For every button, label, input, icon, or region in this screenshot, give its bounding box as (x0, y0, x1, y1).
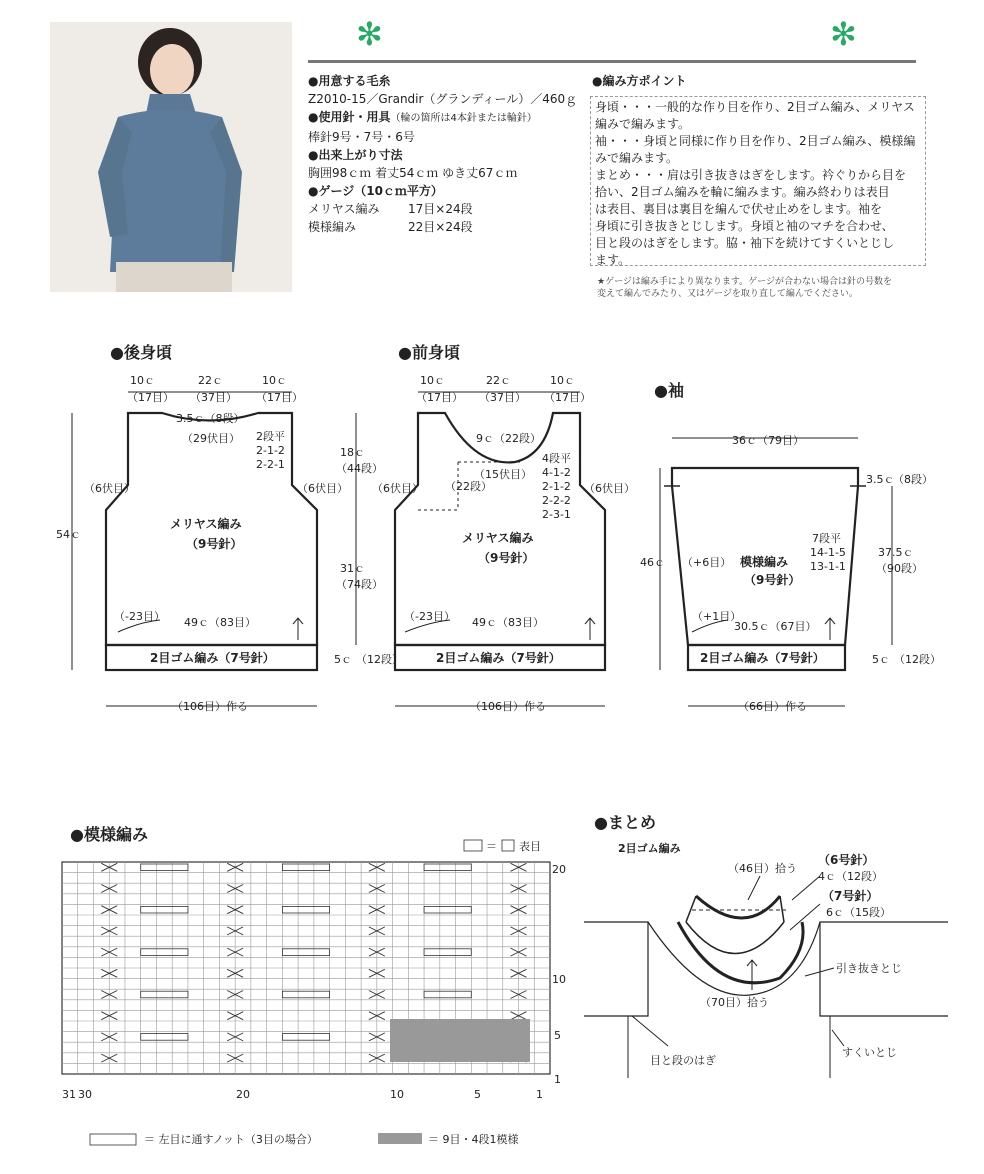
back-top-mid-st: （37目） (190, 391, 237, 404)
sleeve-labels (640, 381, 941, 713)
back-length: 54ｃ (56, 528, 81, 541)
back-top-left-st: （17目） (127, 391, 174, 404)
front-top-mid-cm: 22ｃ (486, 374, 511, 387)
finish-seam-mattress: すくいとじ (842, 1046, 897, 1059)
finish-title: ●まとめ (594, 813, 656, 832)
sleeve-rib-rows: （12段） (894, 653, 941, 666)
front-side-rows: （22段） (445, 480, 492, 493)
front-neck-bind: （15伏目） (474, 468, 532, 481)
flower-icon-left: ✻ (356, 15, 383, 53)
finish-rib-6: 4ｃ（12段） (818, 870, 883, 883)
sleeve-body-rows: （90段） (876, 562, 923, 575)
front-dec-5: 2-3-1 (542, 508, 571, 521)
front-top-left-cm: 10ｃ (420, 374, 445, 387)
knot-symbol (141, 864, 188, 871)
knot-symbol (282, 864, 329, 871)
row-label-10: 10 (552, 973, 566, 986)
knot-symbol (141, 991, 188, 998)
front-rib-rows: （12段） (356, 653, 403, 666)
points-line: 袖・・・身頃と同様に作り目を作り、2目ゴム編み、模様編 (595, 134, 916, 148)
gauge-title: ●ゲージ（10ｃｍ平方） (308, 184, 443, 198)
col-label-1: 1 (536, 1088, 543, 1101)
front-arm-left: （6伏目） (372, 482, 423, 495)
sleeve-inc-marker: （+1目） (692, 610, 742, 623)
sleeve-cap-cm: 3.5ｃ (866, 473, 895, 486)
col-label-20: 20 (236, 1088, 250, 1101)
knot-symbol (141, 1034, 188, 1041)
front-dec-1: 4段平 (542, 452, 571, 465)
front-lower-cm: 31ｃ (340, 562, 365, 575)
needle-note: （輪の箇所は4本針または輪針） (390, 113, 537, 124)
finish-seam-graft: 目と段のはぎ (650, 1054, 716, 1067)
sleeve-stitch: 模様編み (740, 555, 789, 569)
back-top-right-cm: 10ｃ (262, 374, 287, 387)
col-label-5: 5 (474, 1088, 481, 1101)
back-arm-right: （6伏目） (297, 482, 348, 495)
front-dec-marker: （-23目） (404, 610, 455, 623)
finish-seam-slip: 引き抜きとじ (836, 962, 902, 975)
points-line: は表目、裏目は裏目を編んで伏せ止めをします。袖を (595, 202, 883, 216)
row-label-1: 1 (554, 1073, 561, 1086)
points-title: ●編み方ポイント (592, 74, 687, 88)
needle-line: 棒針9号・7号・6号 (308, 130, 415, 144)
front-title: ●前身頃 (398, 343, 460, 362)
front-top-right-st: （17目） (544, 391, 591, 404)
points-line: みで編みます。 (595, 151, 679, 165)
knot-symbol (424, 991, 471, 998)
sleeve-ribbing: 2目ゴム編み（7号針） (700, 651, 825, 665)
knot-symbol (141, 906, 188, 913)
points-line: 身頃・・・一般的な作り目を作り、2目ゴム編み、メリヤス (595, 100, 915, 114)
knot-symbol (424, 864, 471, 871)
sleeve-body-cm: 37.5ｃ (878, 546, 914, 559)
front-width: 49ｃ（83目） (472, 616, 544, 629)
back-dec-2: 2-1-2 (256, 444, 285, 457)
gauge-row: メリヤス編み 17目×24段 (308, 202, 473, 216)
sleeve-top-width: 36ｃ（79目） (732, 434, 804, 447)
legend-knit-label: 表目 (519, 840, 541, 853)
back-title: ●後身頃 (110, 343, 172, 362)
legend-empty-cell (464, 840, 482, 851)
back-top-mid-cm: 22ｃ (198, 374, 223, 387)
sleeve-cast-on: （66目）作る (738, 700, 807, 713)
points-line: 拾い、2目ゴム編みを輪に編みます。編み終わりは表目 (595, 185, 890, 199)
yarn-line: Z2010-15／Grandir（グランディール）／460ｇ (308, 92, 578, 106)
legend-equals: ＝ (486, 840, 497, 853)
knot-symbol (282, 949, 329, 956)
knot-symbol (282, 906, 329, 913)
size-line: 胸囲98ｃｍ 着丈54ｃｍ ゆき丈67ｃｍ (308, 166, 518, 180)
front-rib-cm: 5ｃ (334, 653, 352, 666)
points-line: まとめ・・・肩は引き抜きはぎをします。衿ぐりから目を (595, 168, 907, 182)
front-upper-rows: （44段） (336, 462, 383, 475)
knot-symbol (424, 906, 471, 913)
back-dec-3: 2-2-1 (256, 458, 285, 471)
knot-symbol (141, 949, 188, 956)
front-arm-right: （6伏目） (584, 482, 635, 495)
sleeve-schematic (660, 438, 892, 706)
front-dec-3: 2-1-2 (542, 480, 571, 493)
finish-needle-7: （7号針） (822, 889, 879, 903)
gauge-note: ★ゲージは編み手により異なります。ゲージが合わない場合は針の号数を 変えて編んでみたり、又はゲージを取り直して編んでください。 (597, 277, 892, 299)
front-top-right-cm: 10ｃ (550, 374, 575, 387)
sleeve-inc-1: 7段平 (812, 532, 841, 545)
legend-knit-cell (502, 840, 514, 851)
front-body-labels (334, 343, 635, 713)
sleeve-title: ●袖 (654, 381, 684, 400)
yarn-title: ●用意する毛糸 (308, 74, 391, 88)
sleeve-needle: （9号針） (744, 573, 801, 587)
finish-rib-7: 6ｃ（15段） (826, 906, 891, 919)
gauge-row: 模様編み 22目×24段 (308, 220, 473, 234)
flower-icon-right: ✻ (830, 15, 857, 53)
knot-symbol (424, 949, 471, 956)
col-label-30: 30 (78, 1088, 92, 1101)
back-dec-1: 2段平 (256, 430, 285, 443)
sleeve-rib-cm: 5ｃ (872, 653, 890, 666)
row-label-5: 5 (554, 1029, 561, 1042)
knot-symbol (282, 1034, 329, 1041)
front-dec-2: 4-1-2 (542, 466, 571, 479)
back-top-right-st: （17目） (256, 391, 303, 404)
knot-symbol (282, 991, 329, 998)
legend-repeat: ＝ 9目・4段1模様 (428, 1133, 519, 1146)
points-line: 編みで編みます。 (595, 117, 691, 131)
sleeve-length: 46ｃ (640, 556, 665, 569)
needle-title: ●使用針・用具 (308, 110, 391, 124)
finish-needle-6: （6号針） (818, 853, 875, 867)
repeat-shaded-area (390, 1019, 530, 1062)
back-cast-on: （106目）作る (172, 700, 248, 713)
finish-pickup-bottom: （70目）拾う (700, 996, 769, 1009)
front-neck-depth: 9ｃ（22段） (476, 432, 541, 445)
pattern-title: ●模様編み (70, 825, 148, 844)
front-dec-4: 2-2-2 (542, 494, 571, 507)
points-line: ます。 (595, 253, 631, 267)
front-top-mid-st: （37目） (479, 391, 526, 404)
back-arm-left: （6伏目） (84, 482, 135, 495)
legend-knot: ＝ 左目に通すノット（3目の場合） (144, 1133, 318, 1146)
sleeve-inc-3: 13-1-1 (810, 560, 846, 573)
sleeve-inc-2: 14-1-5 (810, 546, 846, 559)
back-width: 49ｃ（83目） (184, 616, 256, 629)
back-ribbing: 2目ゴム編み（7号針） (150, 651, 275, 665)
back-needle: （9号針） (186, 537, 243, 551)
front-stitch: メリヤス編み (462, 531, 534, 545)
back-dec-marker: （-23目） (114, 610, 165, 623)
front-needle: （9号針） (478, 551, 535, 565)
front-ribbing: 2目ゴム編み（7号針） (436, 651, 561, 665)
sleeve-cap-rows: （8段） (893, 473, 933, 486)
legend-repeat-swatch (378, 1133, 422, 1144)
row-label-20: 20 (552, 863, 566, 876)
finish-labels (594, 813, 902, 1067)
finish-pickup-top: （46目）拾う (728, 862, 797, 875)
points-line: 身頃に引き抜きとじします。身頃と袖のマチを合わせ、 (595, 219, 894, 233)
back-bind-off: （29伏目） (182, 432, 240, 445)
back-top-left-cm: 10ｃ (130, 374, 155, 387)
sleeve-inc-left: （+6目） (682, 556, 732, 569)
size-title: ●出来上がり寸法 (308, 148, 403, 162)
front-lower-rows: （74段） (336, 578, 383, 591)
front-upper-cm: 18ｃ (340, 446, 365, 459)
front-top-left-st: （17目） (416, 391, 463, 404)
front-cast-on: （106目）作る (470, 700, 546, 713)
back-stitch: メリヤス編み (170, 517, 242, 531)
col-label-10: 10 (390, 1088, 404, 1101)
col-label-31: 31 (62, 1088, 76, 1101)
back-neck-depth: 3.5ｃ（8段） (176, 412, 245, 425)
sleeve-width: 30.5ｃ（67目） (734, 620, 817, 633)
points-line: 目と段のはぎをします。脇・袖下を続けてすくいとじし (595, 236, 895, 250)
legend-knot-symbol (90, 1134, 136, 1145)
finish-subtitle: 2目ゴム編み (618, 842, 681, 855)
back-body-labels (56, 343, 348, 713)
